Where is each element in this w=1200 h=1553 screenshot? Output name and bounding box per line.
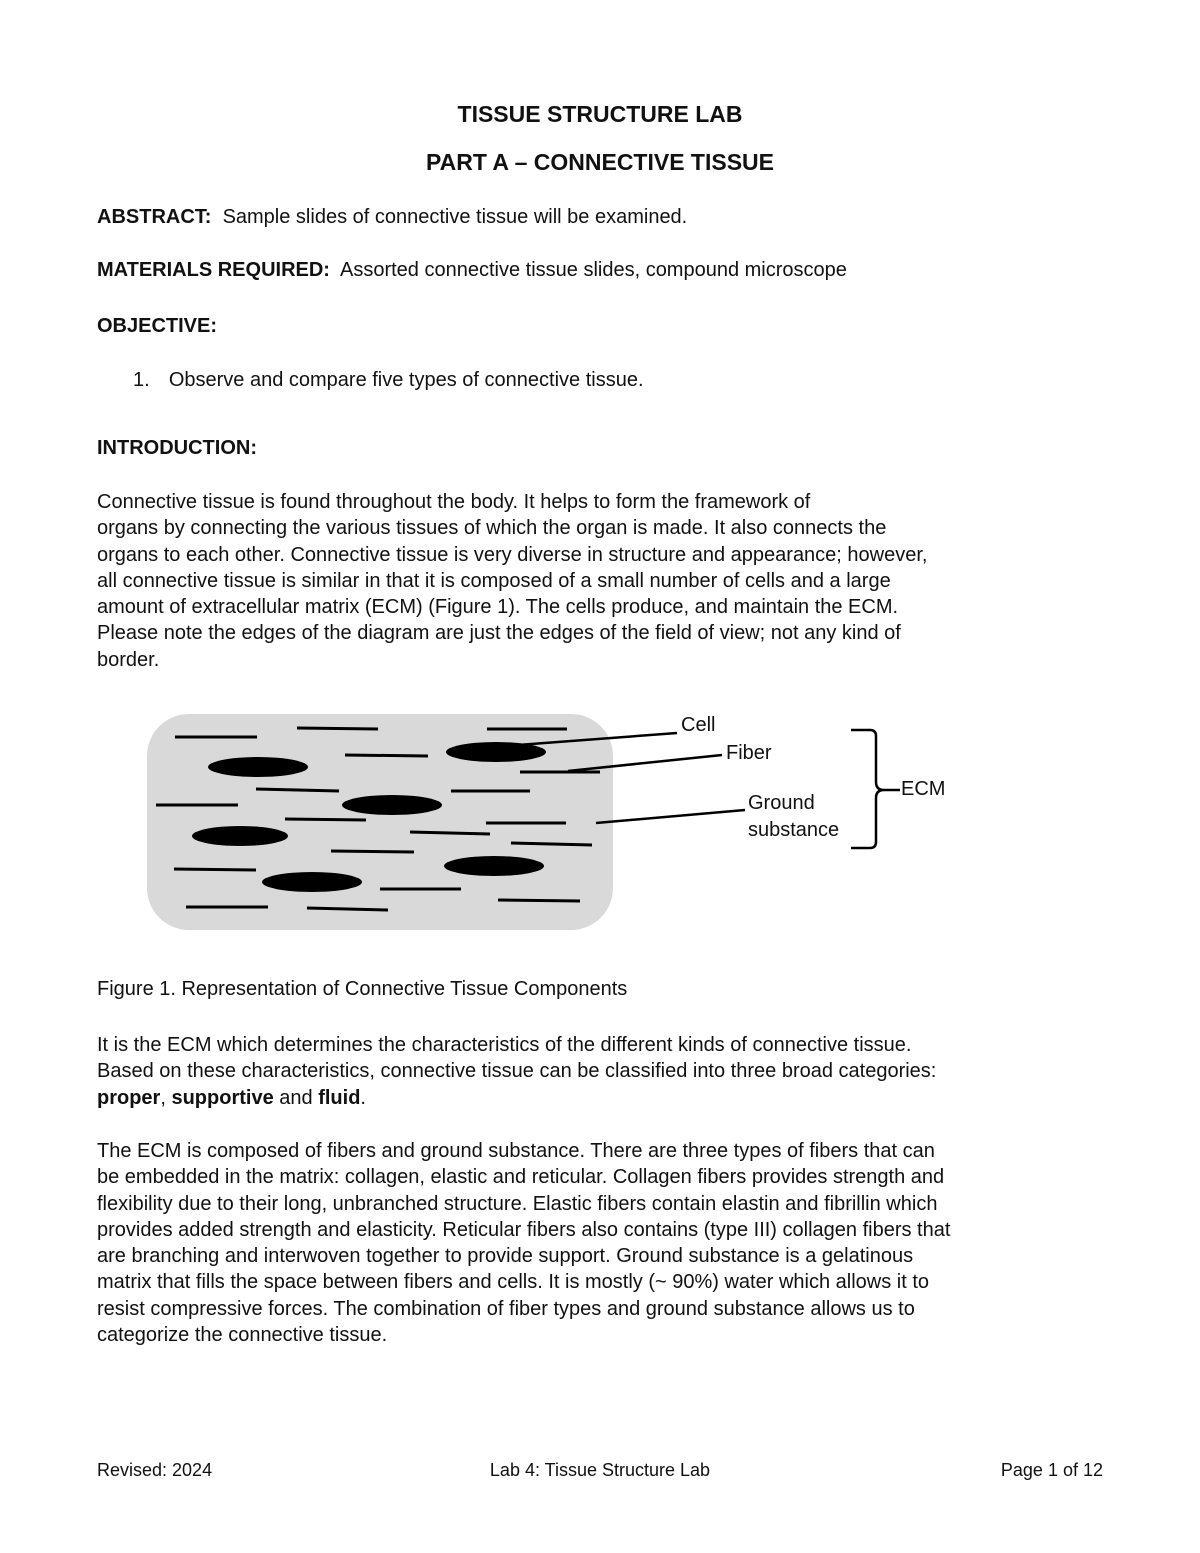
intro-line: all connective tissue is similar in that it is composed of a small number of cells and a large <box>97 569 891 592</box>
fiber-line <box>511 843 592 845</box>
cell-shape <box>192 826 288 846</box>
fiber-line <box>297 728 378 729</box>
ecm-label: ECM <box>901 778 946 800</box>
fiber-paragraph-line: matrix that fills the space between fibers and cells. It is mostly (~ 90%) water which allows it to <box>97 1271 930 1294</box>
ecm-paragraph <box>97 1032 1107 1111</box>
ground-label: Ground <box>748 792 815 814</box>
cell-shape <box>208 757 308 777</box>
fiber-line <box>256 789 339 791</box>
objective-item-number: 1. <box>133 369 150 391</box>
category-separator: and <box>273 1086 319 1109</box>
category-fluid: fluid <box>318 1086 361 1109</box>
footer-revised: Revised: 2024 <box>97 1460 213 1480</box>
materials-text: Assorted connective tissue slides, compound microscope <box>339 259 847 281</box>
cell-label: Cell <box>681 714 716 736</box>
fiber-line <box>331 851 414 852</box>
document-title: TISSUE STRUCTURE LAB <box>457 101 743 127</box>
category-proper: proper <box>97 1086 161 1109</box>
fiber-paragraph-line: categorize the connective tissue. <box>97 1324 388 1347</box>
fiber-paragraph-line: flexibility due to their long, unbranched structure. Elastic fibers contain elastin and fibrillin which <box>97 1192 938 1215</box>
footer-page-number: Page 1 of 12 <box>1000 1460 1103 1480</box>
intro-line: border. <box>97 648 160 671</box>
fiber-paragraph-line: provides added strength and elasticity. Reticular fibers also contains (type III) collagen fibers that <box>97 1218 951 1241</box>
fiber-paragraph-line: be embedded in the matrix: collagen, elastic and reticular. Collagen fibers provides strength and <box>97 1166 945 1189</box>
ecm-brace <box>851 730 884 848</box>
cell-shape <box>262 872 362 892</box>
cell-shape <box>444 856 544 876</box>
introduction-label: INTRODUCTION: <box>97 437 257 459</box>
ecm-paragraph-line: It is the ECM which determines the characteristics of the different kinds of connective tissue. <box>97 1034 912 1056</box>
fiber-paragraph-line: are branching and interwoven together to provide support. Ground substance is a gelatinous <box>97 1245 914 1268</box>
intro-line: Please note the edges of the diagram are just the edges of the field of view; not any kind of <box>97 622 901 645</box>
fiber-line <box>410 832 490 834</box>
ecm-paragraph-line: Based on these characteristics, connective tissue can be classified into three broad categories: <box>97 1060 937 1083</box>
substance-label: substance <box>748 819 840 841</box>
ground-callout-line <box>596 810 745 823</box>
document-subtitle: PART A – CONNECTIVE TISSUE <box>425 149 775 175</box>
materials-label: MATERIALS REQUIRED: <box>97 259 330 281</box>
category-separator: , <box>160 1086 172 1109</box>
cell-shape <box>342 795 442 815</box>
fiber-paragraph-line: resist compressive forces. The combination of fiber types and ground substance allows us to <box>97 1297 915 1320</box>
category-line <box>97 1085 1107 1111</box>
fiber-label: Fiber <box>726 742 772 764</box>
abstract-text: Sample slides of connective tissue will be examined. <box>222 206 688 228</box>
category-period: . <box>360 1086 366 1109</box>
category-supportive: supportive <box>171 1086 274 1109</box>
intro-line: amount of extracellular matrix (ECM) (Figure 1). The cells produce, and maintain the ECM. <box>97 596 899 619</box>
intro-line: Connective tissue is found throughout the body. It helps to form the framework of <box>97 491 811 513</box>
footer-lab-title: Lab 4: Tissue Structure Lab <box>489 1460 711 1480</box>
fiber-line <box>285 819 366 820</box>
intro-line: organs to each other. Connective tissue is very diverse in structure and appearance; however, <box>97 543 928 566</box>
fiber-paragraph <box>97 1138 1107 1348</box>
fiber-paragraph-line: The ECM is composed of fibers and ground substance. There are three types of fibers that can <box>97 1140 935 1162</box>
figure-caption: Figure 1. Representation of Connective Tissue Components <box>97 978 628 1000</box>
fiber-line <box>307 908 388 910</box>
fiber-line <box>345 755 428 756</box>
intro-line: organs by connecting the various tissues of which the organ is made. It also connects the <box>97 517 887 540</box>
fiber-line <box>498 900 580 901</box>
objective-label: OBJECTIVE: <box>97 315 218 337</box>
objective-item-text: Observe and compare five types of connective tissue. <box>168 369 644 391</box>
abstract-label: ABSTRACT: <box>97 206 212 228</box>
fiber-line <box>174 869 256 870</box>
